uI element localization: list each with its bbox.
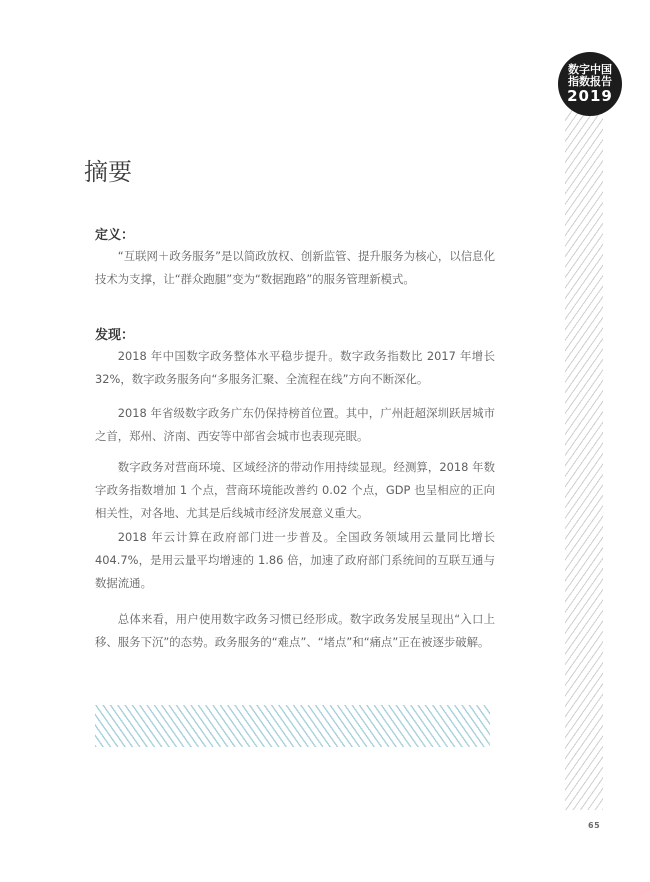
definition-text: “互联网＋政务服务”是以简政放权、创新监管、提升服务为核心，以信息化技术为支撑，让“群众跑腿”变为“数据跑路”的服务管理新模式。: [95, 249, 495, 286]
badge-line-2: 指数报告: [568, 75, 612, 88]
page-number: 65: [588, 821, 601, 830]
report-badge-logo: [558, 52, 622, 116]
findings-heading: 发现：: [95, 328, 135, 343]
badge-line-1: 数字中国: [568, 63, 612, 76]
page-title: 摘要: [84, 158, 132, 186]
finding-paragraph-1: 2018 年中国数字政务整体水平稳步提升。数字政务指数比 2017 年增长 32%，数字政务服务向“多服务汇聚、全流程在线”方向不断深化。: [95, 349, 495, 386]
badge-year: 2019: [567, 87, 613, 105]
finding-paragraph-3: 数字政务对营商环境、区域经济的带动作用持续显现。经测算，2018 年数字政务指数增加 1 个点，营商环境能改善约 0.02 个点，GDP 也呈相应的正向相关性，对各地、尤其是后线城市经济发展意义重大。: [95, 460, 495, 520]
finding-paragraph-5: 总体来看，用户使用数字政务习惯已经形成。数字政务发展呈现出“入口上移、服务下沉”的态势。政务服务的“难点”、“堵点”和“痛点”正在被逐步破解。: [95, 612, 495, 649]
finding-paragraph-4: 2018 年云计算在政府部门进一步普及。全国政务领域用云量同比增长 404.7%，是用云量平均增速的 1.86 倍，加速了政府部门系统间的互联互通与数据流通。: [95, 530, 495, 590]
finding-paragraph-2: 2018 年省级数字政务广东仍保持榜首位置。其中，广州赶超深圳跃居城市之首，郑州、济南、西安等中部省会城市也表现亮眼。: [95, 406, 495, 443]
decorative-stripe-bottom: [95, 705, 490, 747]
definition-heading: 定义：: [95, 228, 135, 243]
decorative-stripe-right: [565, 110, 603, 810]
